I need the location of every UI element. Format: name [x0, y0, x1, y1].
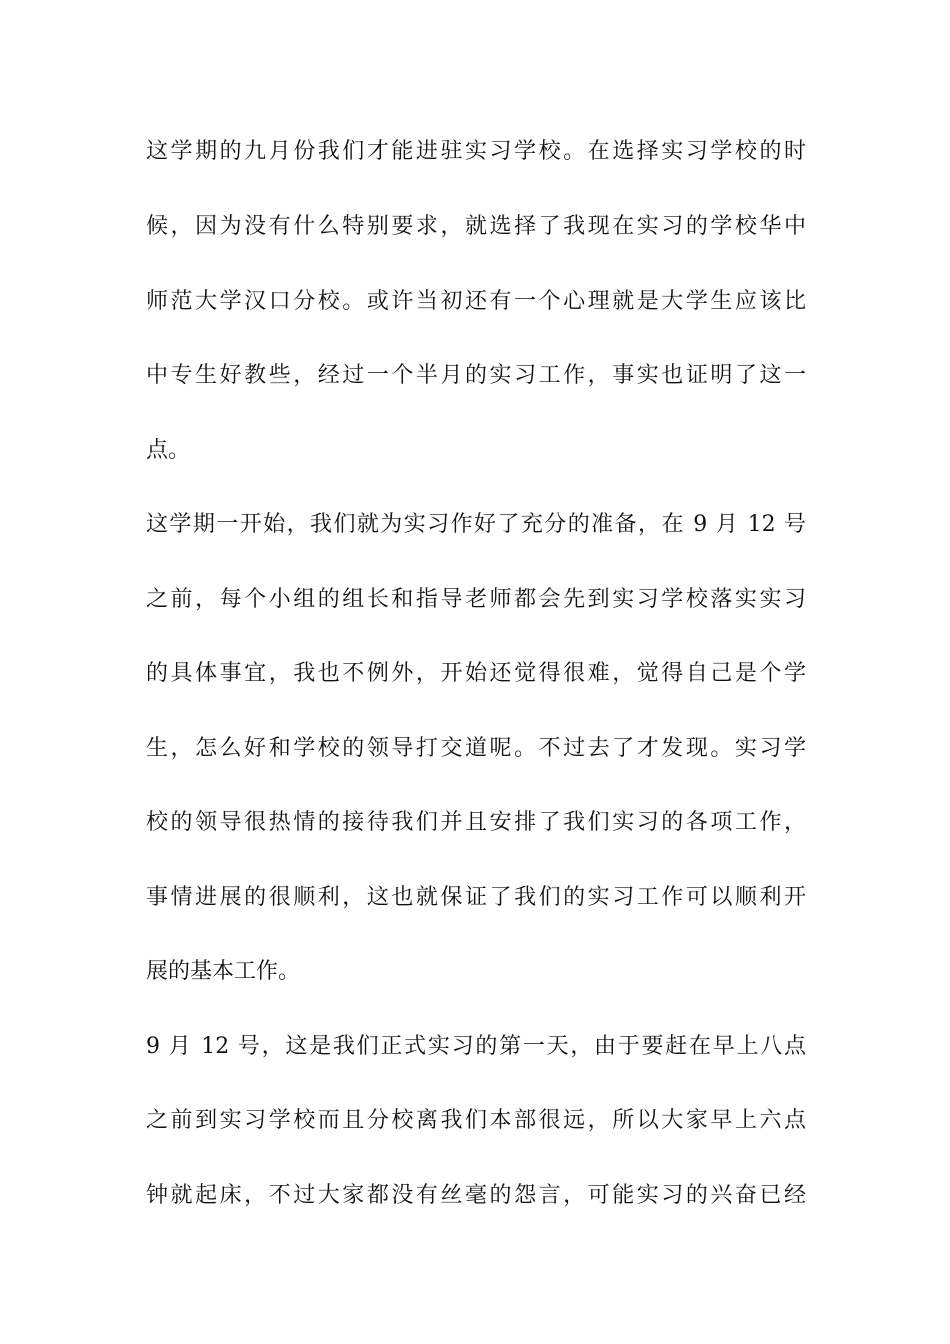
text-line: 校的领导很热情的接待我们并且安排了我们实习的各项工作， — [146, 810, 806, 835]
text-line: 中专生好教些，经过一个半月的实习工作，事实也证明了这一 — [146, 363, 806, 388]
text-line: 9 月 12 号，这是我们正式实习的第一天，由于要赶在早上八点 — [146, 1034, 806, 1059]
text-line: 这学期一开始，我们就为实习作好了充分的准备，在 9 月 12 号 — [146, 512, 806, 537]
text-line: 师范大学汉口分校。或许当初还有一个心理就是大学生应该比 — [146, 289, 806, 314]
text-line: 之前到实习学校而且分校离我们本部很远，所以大家早上六点 — [146, 1108, 806, 1133]
text-line: 的具体事宜，我也不例外，开始还觉得很难，觉得自己是个学 — [146, 661, 806, 686]
text-line: 这学期的九月份我们才能进驻实习学校。在选择实习学校的时 — [146, 139, 806, 164]
text-line: 候，因为没有什么特别要求，就选择了我现在实习的学校华中 — [146, 214, 806, 239]
text-line: 事情进展的很顺利，这也就保证了我们的实习工作可以顺利开 — [146, 885, 806, 910]
text-line: 展的基本工作。 — [146, 959, 301, 984]
text-line: 钟就起床，不过大家都没有丝毫的怨言，可能实习的兴奋已经 — [146, 1183, 806, 1208]
text-line: 生，怎么好和学校的领导打交道呢。不过去了才发现。实习学 — [146, 736, 806, 761]
text-line: 点。 — [146, 438, 191, 463]
text-line: 之前，每个小组的组长和指导老师都会先到实习学校落实实习 — [146, 587, 806, 612]
